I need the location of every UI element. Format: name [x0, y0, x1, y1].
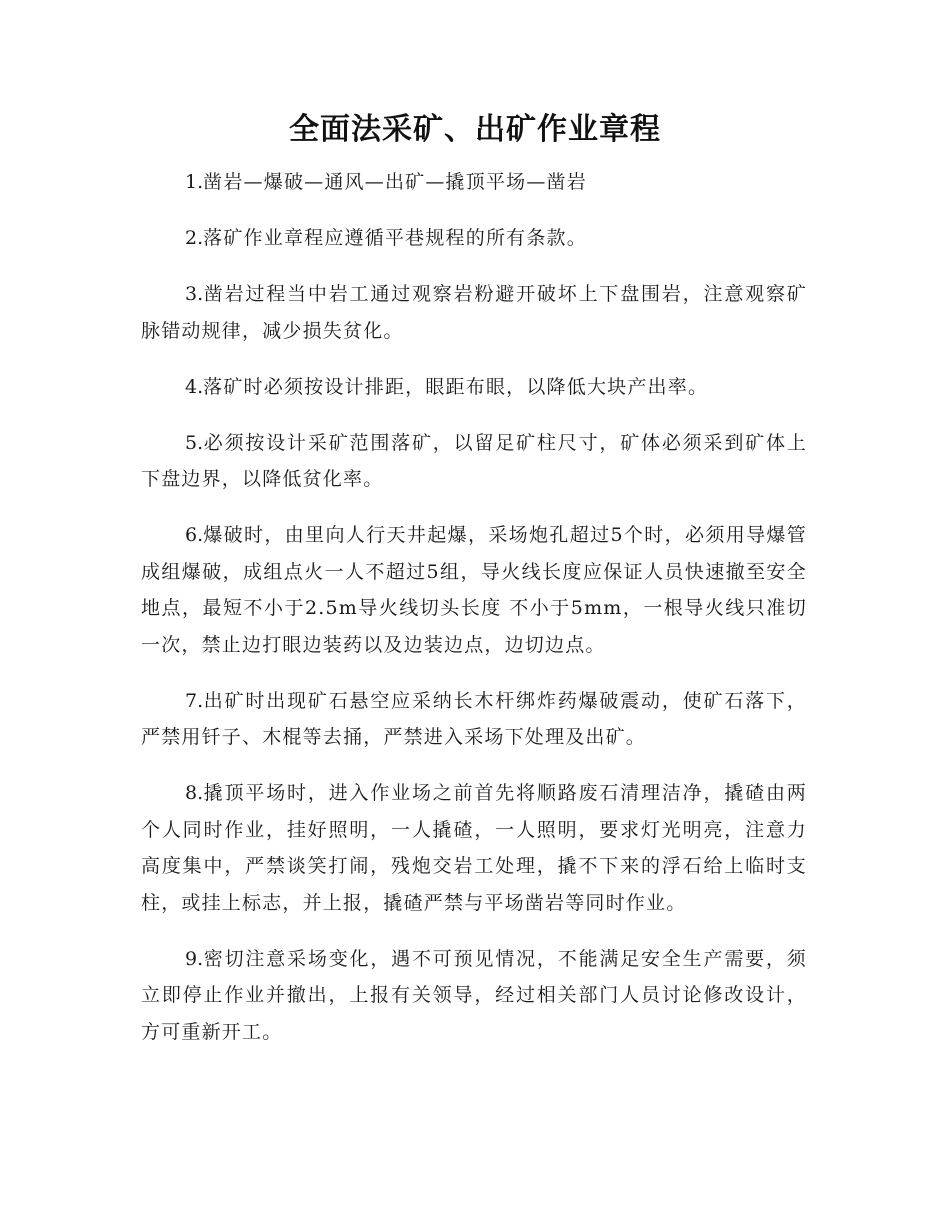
paragraph-5: [141, 425, 807, 498]
paragraph-2: [141, 220, 807, 257]
paragraph-text: 凿岩—爆破—通风—出矿—撬顶平场—凿岩: [203, 171, 587, 193]
paragraph-text: 落矿时必须按设计排距，眼距布眼，以降低大块产出率。: [203, 375, 709, 398]
document-body: [141, 164, 807, 1070]
paragraph-6: [141, 517, 807, 663]
paragraph-number: 1.: [185, 171, 204, 193]
paragraph-number: 9.: [185, 947, 204, 970]
paragraph-number: 5.: [185, 431, 204, 454]
paragraph-number: 8.: [185, 782, 204, 804]
paragraph-text: 凿岩过程当中岩工通过观察岩粉避开破坏上下盘围岩，注意观察矿脉错动规律，减少损失贫化。: [141, 283, 807, 342]
paragraph-1: [141, 164, 807, 201]
paragraph-number: 4.: [185, 375, 204, 398]
paragraph-number: 2.: [185, 227, 204, 249]
paragraph-number: 7.: [185, 689, 204, 712]
paragraph-number: 6.: [185, 524, 204, 546]
paragraph-text: 密切注意采场变化，遇不可预见情况，不能满足安全生产需要，须立即停止作业并撤出，上报有关领导，经过相关部门人员讨论修改设计，方可重新开工。: [141, 947, 807, 1043]
paragraph-text: 爆破时，由里向人行天井起爆，采场炮孔超过5个时，必须用导爆管成组爆破，成组点火一人不超过5组，导火线长度应保证人员快速撤至安全地点，最短不小于2.5m导火线切头长度 不小于5mm，一根导火线只准切一次，禁止边打眼边装药以及边装边点，边切边点。: [141, 524, 807, 656]
paragraph-text: 撬顶平场时，进入作业场之前首先将顺路废石清理洁净，撬碴由两个人同时作业，挂好照明，一人撬碴，一人照明，要求灯光明亮，注意力高度集中，严禁谈笑打闹，残炮交岩工处理，撬不下来的浮石给上临时支柱，或挂上标志，并上报，撬碴严禁与平场凿岩等同时作业。: [141, 782, 807, 914]
paragraph-text: 必须按设计采矿范围落矿，以留足矿柱尺寸，矿体必须采到矿体上下盘边界，以降低贫化率。: [141, 431, 807, 490]
paragraph-text: 落矿作业章程应遵循平巷规程的所有条款。: [203, 227, 587, 249]
document-title: 全面法采矿、出矿作业章程: [289, 112, 661, 147]
paragraph-3: [141, 276, 807, 349]
paragraph-8: [141, 775, 807, 921]
paragraph-4: [141, 369, 807, 406]
paragraph-9: [141, 941, 807, 1051]
paragraph-number: 3.: [185, 283, 204, 305]
paragraph-7: [141, 683, 807, 756]
paragraph-text: 出矿时出现矿石悬空应采纳长木杆绑炸药爆破震动，使矿石落下，严禁用钎子、木棍等去捅，严禁进入采场下处理及出矿。: [141, 689, 807, 748]
